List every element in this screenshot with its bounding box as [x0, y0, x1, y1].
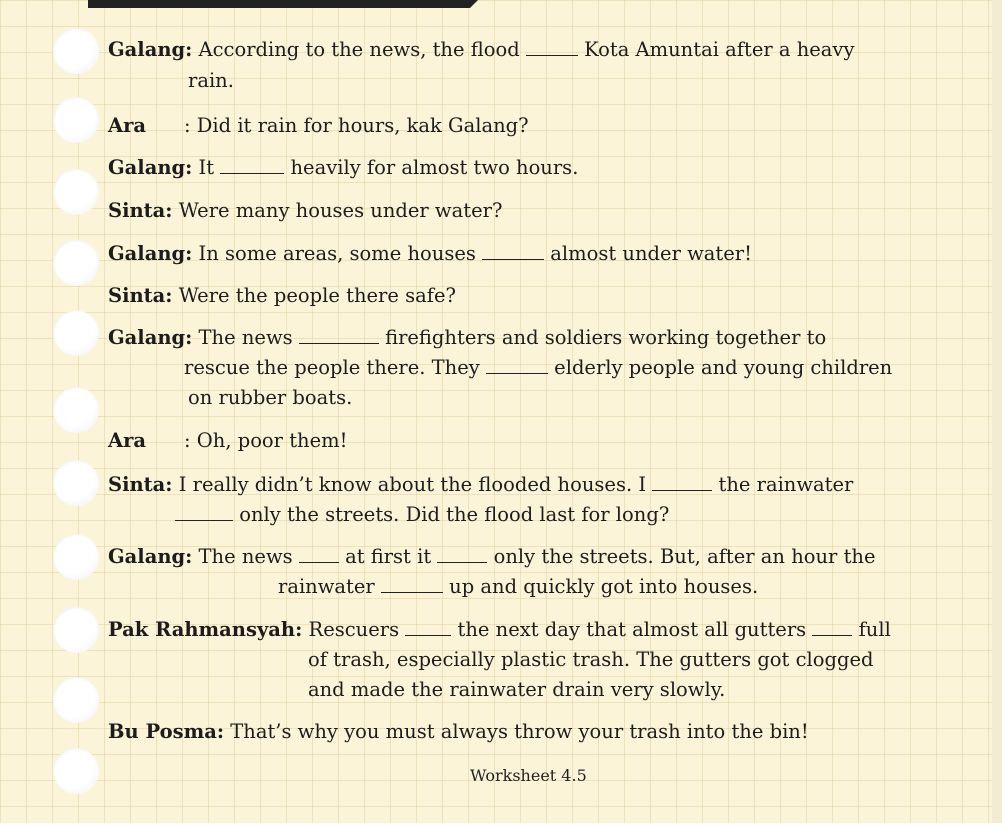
dialogue-continuation: [278, 575, 758, 599]
dialogue-text: firefighters and soldiers working together to: [385, 326, 827, 349]
speaker-name: Ara: [108, 429, 147, 452]
answer-blank[interactable]: [652, 475, 712, 491]
dialogue-text: The news: [198, 326, 293, 349]
answer-blank[interactable]: [405, 620, 451, 636]
answer-blank[interactable]: [299, 328, 379, 344]
speaker-name: Galang:: [108, 242, 193, 265]
dialogue-line-galang-3: [108, 242, 752, 266]
speaker-name: Sinta:: [108, 199, 173, 222]
binder-hole: [53, 240, 99, 286]
dialogue-text: Were the people there safe?: [178, 284, 456, 307]
dialogue-text: That’s why you must always throw your trash into the bin!: [230, 720, 809, 743]
binder-hole: [53, 460, 99, 506]
dialogue-line-galang-5: [108, 545, 876, 569]
speaker-name: Galang:: [108, 38, 193, 61]
dialogue-text: elderly people and young children: [554, 356, 893, 379]
worksheet-label: Worksheet 4.5: [470, 766, 587, 785]
dialogue-continuation: [175, 503, 669, 527]
speaker-name: Galang:: [108, 326, 193, 349]
answer-blank[interactable]: [381, 577, 443, 593]
dialogue-text: the next day that almost all gutters: [457, 618, 807, 641]
speaker-name: Galang:: [108, 156, 193, 179]
answer-blank[interactable]: [812, 620, 852, 636]
dialogue-continuation: [188, 386, 352, 410]
dialogue-line-galang-1: [108, 38, 854, 62]
dialogue-text: I really didn’t know about the flooded houses. I: [178, 473, 647, 496]
top-dark-bar: [88, 0, 470, 8]
dialogue-line-ara-1: [108, 114, 529, 138]
speaker-name: Bu Posma:: [108, 720, 225, 743]
dialogue-line-galang-2: [108, 156, 578, 180]
dialogue-text: the rainwater: [718, 473, 854, 496]
dialogue-text: of trash, especially plastic trash. The gutters got clogged: [308, 648, 874, 671]
dialogue-line-ara-2: [108, 429, 347, 453]
dialogue-text: and made the rainwater drain very slowly.: [308, 678, 726, 701]
answer-blank[interactable]: [299, 547, 339, 563]
dialogue-line-sinta-3: [108, 473, 853, 497]
binder-hole: [53, 310, 99, 356]
dialogue-text: only the streets. But, after an hour the: [493, 545, 876, 568]
dialogue-text: rainwater: [278, 575, 375, 598]
dialogue-line-galang-4: [108, 326, 826, 350]
dialogue-line-sinta-1: [108, 199, 502, 223]
binder-hole: [53, 97, 99, 143]
answer-blank[interactable]: [175, 505, 233, 521]
dialogue-text: In some areas, some houses: [198, 242, 476, 265]
dialogue-text: rescue the people there. They: [184, 356, 480, 379]
dialogue-text: at first it: [345, 545, 432, 568]
dialogue-text: heavily for almost two hours.: [290, 156, 579, 179]
dialogue-continuation: [184, 356, 892, 380]
dialogue-text: almost under water!: [550, 242, 752, 265]
answer-blank[interactable]: [437, 547, 487, 563]
binder-hole: [53, 748, 99, 794]
dialogue-text: up and quickly got into houses.: [449, 575, 759, 598]
dialogue-continuation: [308, 648, 873, 672]
page-right-edge: [992, 0, 1002, 827]
dialogue-line-bu-posma: [108, 720, 809, 744]
dialogue-text: : Did it rain for hours, kak Galang?: [184, 114, 529, 137]
dialogue-text: only the streets. Did the flood last for long?: [239, 503, 670, 526]
speaker-name: Galang:: [108, 545, 193, 568]
dialogue-text: full: [858, 618, 891, 641]
answer-blank[interactable]: [482, 244, 544, 260]
dialogue-continuation: [188, 69, 234, 93]
dialogue-text: Were many houses under water?: [178, 199, 503, 222]
answer-blank[interactable]: [526, 40, 578, 56]
binder-hole: [53, 387, 99, 433]
speaker-name: Ara: [108, 114, 147, 137]
speaker-name: Sinta:: [108, 473, 173, 496]
binder-hole: [53, 677, 99, 723]
binder-hole: [53, 534, 99, 580]
dialogue-line-pak-rahmansyah: [108, 618, 891, 642]
dialogue-continuation: [308, 678, 725, 702]
dialogue-text: It: [198, 156, 215, 179]
page-bottom-edge: [0, 823, 1002, 827]
dialogue-text: The news: [198, 545, 293, 568]
dialogue-line-sinta-2: [108, 284, 456, 308]
dialogue-text: According to the news, the flood: [198, 38, 520, 61]
binder-hole: [53, 169, 99, 215]
dialogue-text: Rescuers: [308, 618, 400, 641]
dialogue-text: Kota Amuntai after a heavy: [584, 38, 855, 61]
speaker-name: Sinta:: [108, 284, 173, 307]
binder-hole: [53, 607, 99, 653]
dialogue-text: : Oh, poor them!: [184, 429, 348, 452]
speaker-name: Pak Rahmansyah:: [108, 618, 303, 641]
dialogue-text: on rubber boats.: [188, 386, 353, 409]
answer-blank[interactable]: [486, 358, 548, 374]
binder-hole: [53, 28, 99, 74]
dialogue-text: rain.: [188, 69, 234, 92]
answer-blank[interactable]: [220, 158, 284, 174]
